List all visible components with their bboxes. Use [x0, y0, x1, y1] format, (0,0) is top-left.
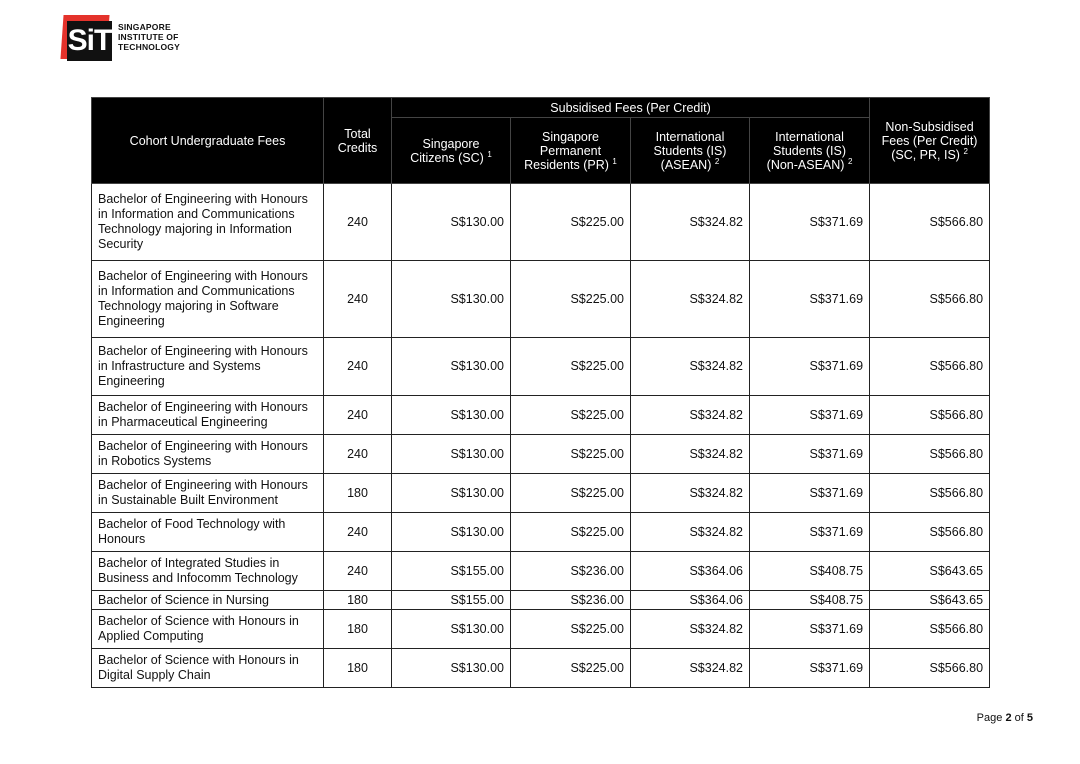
header-cohort: Cohort Undergraduate Fees [92, 98, 324, 184]
programme-name: Bachelor of Science with Honours in Applied Computing [92, 610, 324, 649]
fee-non-subsidised: S$566.80 [870, 184, 990, 261]
fee-is-asean: S$324.82 [631, 513, 750, 552]
fee-is-non-asean: S$371.69 [750, 396, 870, 435]
header-pr: Singapore Permanent Residents (PR) $^1$ [511, 118, 631, 184]
fee-is-non-asean: S$371.69 [750, 261, 870, 338]
programme-name: Bachelor of Engineering with Honours in Information and Communications Technology majoring in Software Engineering [92, 261, 324, 338]
fee-is-asean: S$324.82 [631, 338, 750, 396]
fee-sc: S$130.00 [392, 610, 511, 649]
header-sc: Singapore Citizens (SC) $^1$ [392, 118, 511, 184]
header-is-non-asean: International Students (IS) (Non-ASEAN) $^2$ [750, 118, 870, 184]
fee-pr: S$236.00 [511, 552, 631, 591]
fee-pr: S$225.00 [511, 396, 631, 435]
table-row [92, 474, 990, 513]
fee-non-subsidised: S$566.80 [870, 610, 990, 649]
fee-pr: S$225.00 [511, 435, 631, 474]
programme-name: Bachelor of Engineering with Honours in Sustainable Built Environment [92, 474, 324, 513]
table-row [92, 184, 990, 261]
fee-sc: S$130.00 [392, 261, 511, 338]
programme-name: Bachelor of Engineering with Honours in Robotics Systems [92, 435, 324, 474]
header-non-subsidised: Non-Subsidised Fees (Per Credit) (SC, PR, IS) $^2$ [870, 98, 990, 184]
table-row [92, 435, 990, 474]
fee-sc: S$130.00 [392, 513, 511, 552]
table-row [92, 552, 990, 591]
total-credits: 240 [324, 338, 392, 396]
total-credits: 180 [324, 610, 392, 649]
sit-logo-letters: SiT [67, 24, 112, 57]
total-credits: 240 [324, 396, 392, 435]
fee-is-asean: S$324.82 [631, 435, 750, 474]
fee-is-non-asean: S$408.75 [750, 591, 870, 610]
programme-name: Bachelor of Engineering with Honours in Pharmaceutical Engineering [92, 396, 324, 435]
fee-is-asean: S$364.06 [631, 552, 750, 591]
header-total-credits: Total Credits [324, 98, 392, 184]
table-row [92, 649, 990, 688]
fee-is-asean: S$324.82 [631, 610, 750, 649]
table-row [92, 513, 990, 552]
total-credits: 180 [324, 474, 392, 513]
fee-non-subsidised: S$566.80 [870, 396, 990, 435]
programme-name: Bachelor of Food Technology with Honours [92, 513, 324, 552]
programme-name: Bachelor of Integrated Studies in Business and Infocomm Technology [92, 552, 324, 591]
fee-sc: S$155.00 [392, 552, 511, 591]
table-row [92, 610, 990, 649]
sit-logo [62, 14, 180, 60]
fee-is-non-asean: S$371.69 [750, 435, 870, 474]
fee-is-asean: S$324.82 [631, 184, 750, 261]
total-credits: 180 [324, 649, 392, 688]
fee-pr: S$225.00 [511, 649, 631, 688]
fee-is-asean: S$364.06 [631, 591, 750, 610]
table-row [92, 261, 990, 338]
fee-pr: S$225.00 [511, 474, 631, 513]
programme-name: Bachelor of Science with Honours in Digital Supply Chain [92, 649, 324, 688]
sit-logo-wordmark: SINGAPORE INSTITUTE OF TECHNOLOGY [118, 22, 180, 52]
sit-logo-mark [62, 15, 110, 59]
fee-is-non-asean: S$371.69 [750, 649, 870, 688]
fee-sc: S$155.00 [392, 591, 511, 610]
programme-name: Bachelor of Science in Nursing [92, 591, 324, 610]
fee-pr: S$225.00 [511, 261, 631, 338]
fee-non-subsidised: S$643.65 [870, 591, 990, 610]
fee-is-non-asean: S$408.75 [750, 552, 870, 591]
fee-non-subsidised: S$566.80 [870, 474, 990, 513]
fee-is-asean: S$324.82 [631, 649, 750, 688]
total-credits: 240 [324, 184, 392, 261]
fee-pr: S$225.00 [511, 610, 631, 649]
fee-is-non-asean: S$371.69 [750, 474, 870, 513]
fee-sc: S$130.00 [392, 338, 511, 396]
programme-name: Bachelor of Engineering with Honours in Information and Communications Technology majoring in Information Security [92, 184, 324, 261]
total-credits: 240 [324, 435, 392, 474]
fee-non-subsidised: S$643.65 [870, 552, 990, 591]
table-row [92, 338, 990, 396]
table-row [92, 396, 990, 435]
fee-is-non-asean: S$371.69 [750, 184, 870, 261]
fee-is-asean: S$324.82 [631, 396, 750, 435]
page-number: Page 2 of 5 [976, 712, 1033, 724]
header-is-asean: International Students (IS) (ASEAN) $^2$ [631, 118, 750, 184]
fee-non-subsidised: S$566.80 [870, 513, 990, 552]
fee-is-non-asean: S$371.69 [750, 610, 870, 649]
total-credits: 240 [324, 552, 392, 591]
total-credits: 180 [324, 591, 392, 610]
fee-sc: S$130.00 [392, 649, 511, 688]
fee-sc: S$130.00 [392, 474, 511, 513]
table-row [92, 591, 990, 610]
total-credits: 240 [324, 261, 392, 338]
fee-pr: S$225.00 [511, 513, 631, 552]
fee-is-asean: S$324.82 [631, 261, 750, 338]
fee-is-non-asean: S$371.69 [750, 513, 870, 552]
header-subsidised-fees: Subsidised Fees (Per Credit) [392, 98, 870, 118]
fee-pr: S$225.00 [511, 338, 631, 396]
fee-pr: S$236.00 [511, 591, 631, 610]
fee-sc: S$130.00 [392, 396, 511, 435]
fee-sc: S$130.00 [392, 184, 511, 261]
fee-is-non-asean: S$371.69 [750, 338, 870, 396]
fee-non-subsidised: S$566.80 [870, 649, 990, 688]
fee-sc: S$130.00 [392, 435, 511, 474]
fee-non-subsidised: S$566.80 [870, 338, 990, 396]
fee-is-asean: S$324.82 [631, 474, 750, 513]
fee-non-subsidised: S$566.80 [870, 261, 990, 338]
programme-name: Bachelor of Engineering with Honours in Infrastructure and Systems Engineering [92, 338, 324, 396]
fees-table [91, 97, 990, 688]
total-credits: 240 [324, 513, 392, 552]
fee-non-subsidised: S$566.80 [870, 435, 990, 474]
fee-pr: S$225.00 [511, 184, 631, 261]
